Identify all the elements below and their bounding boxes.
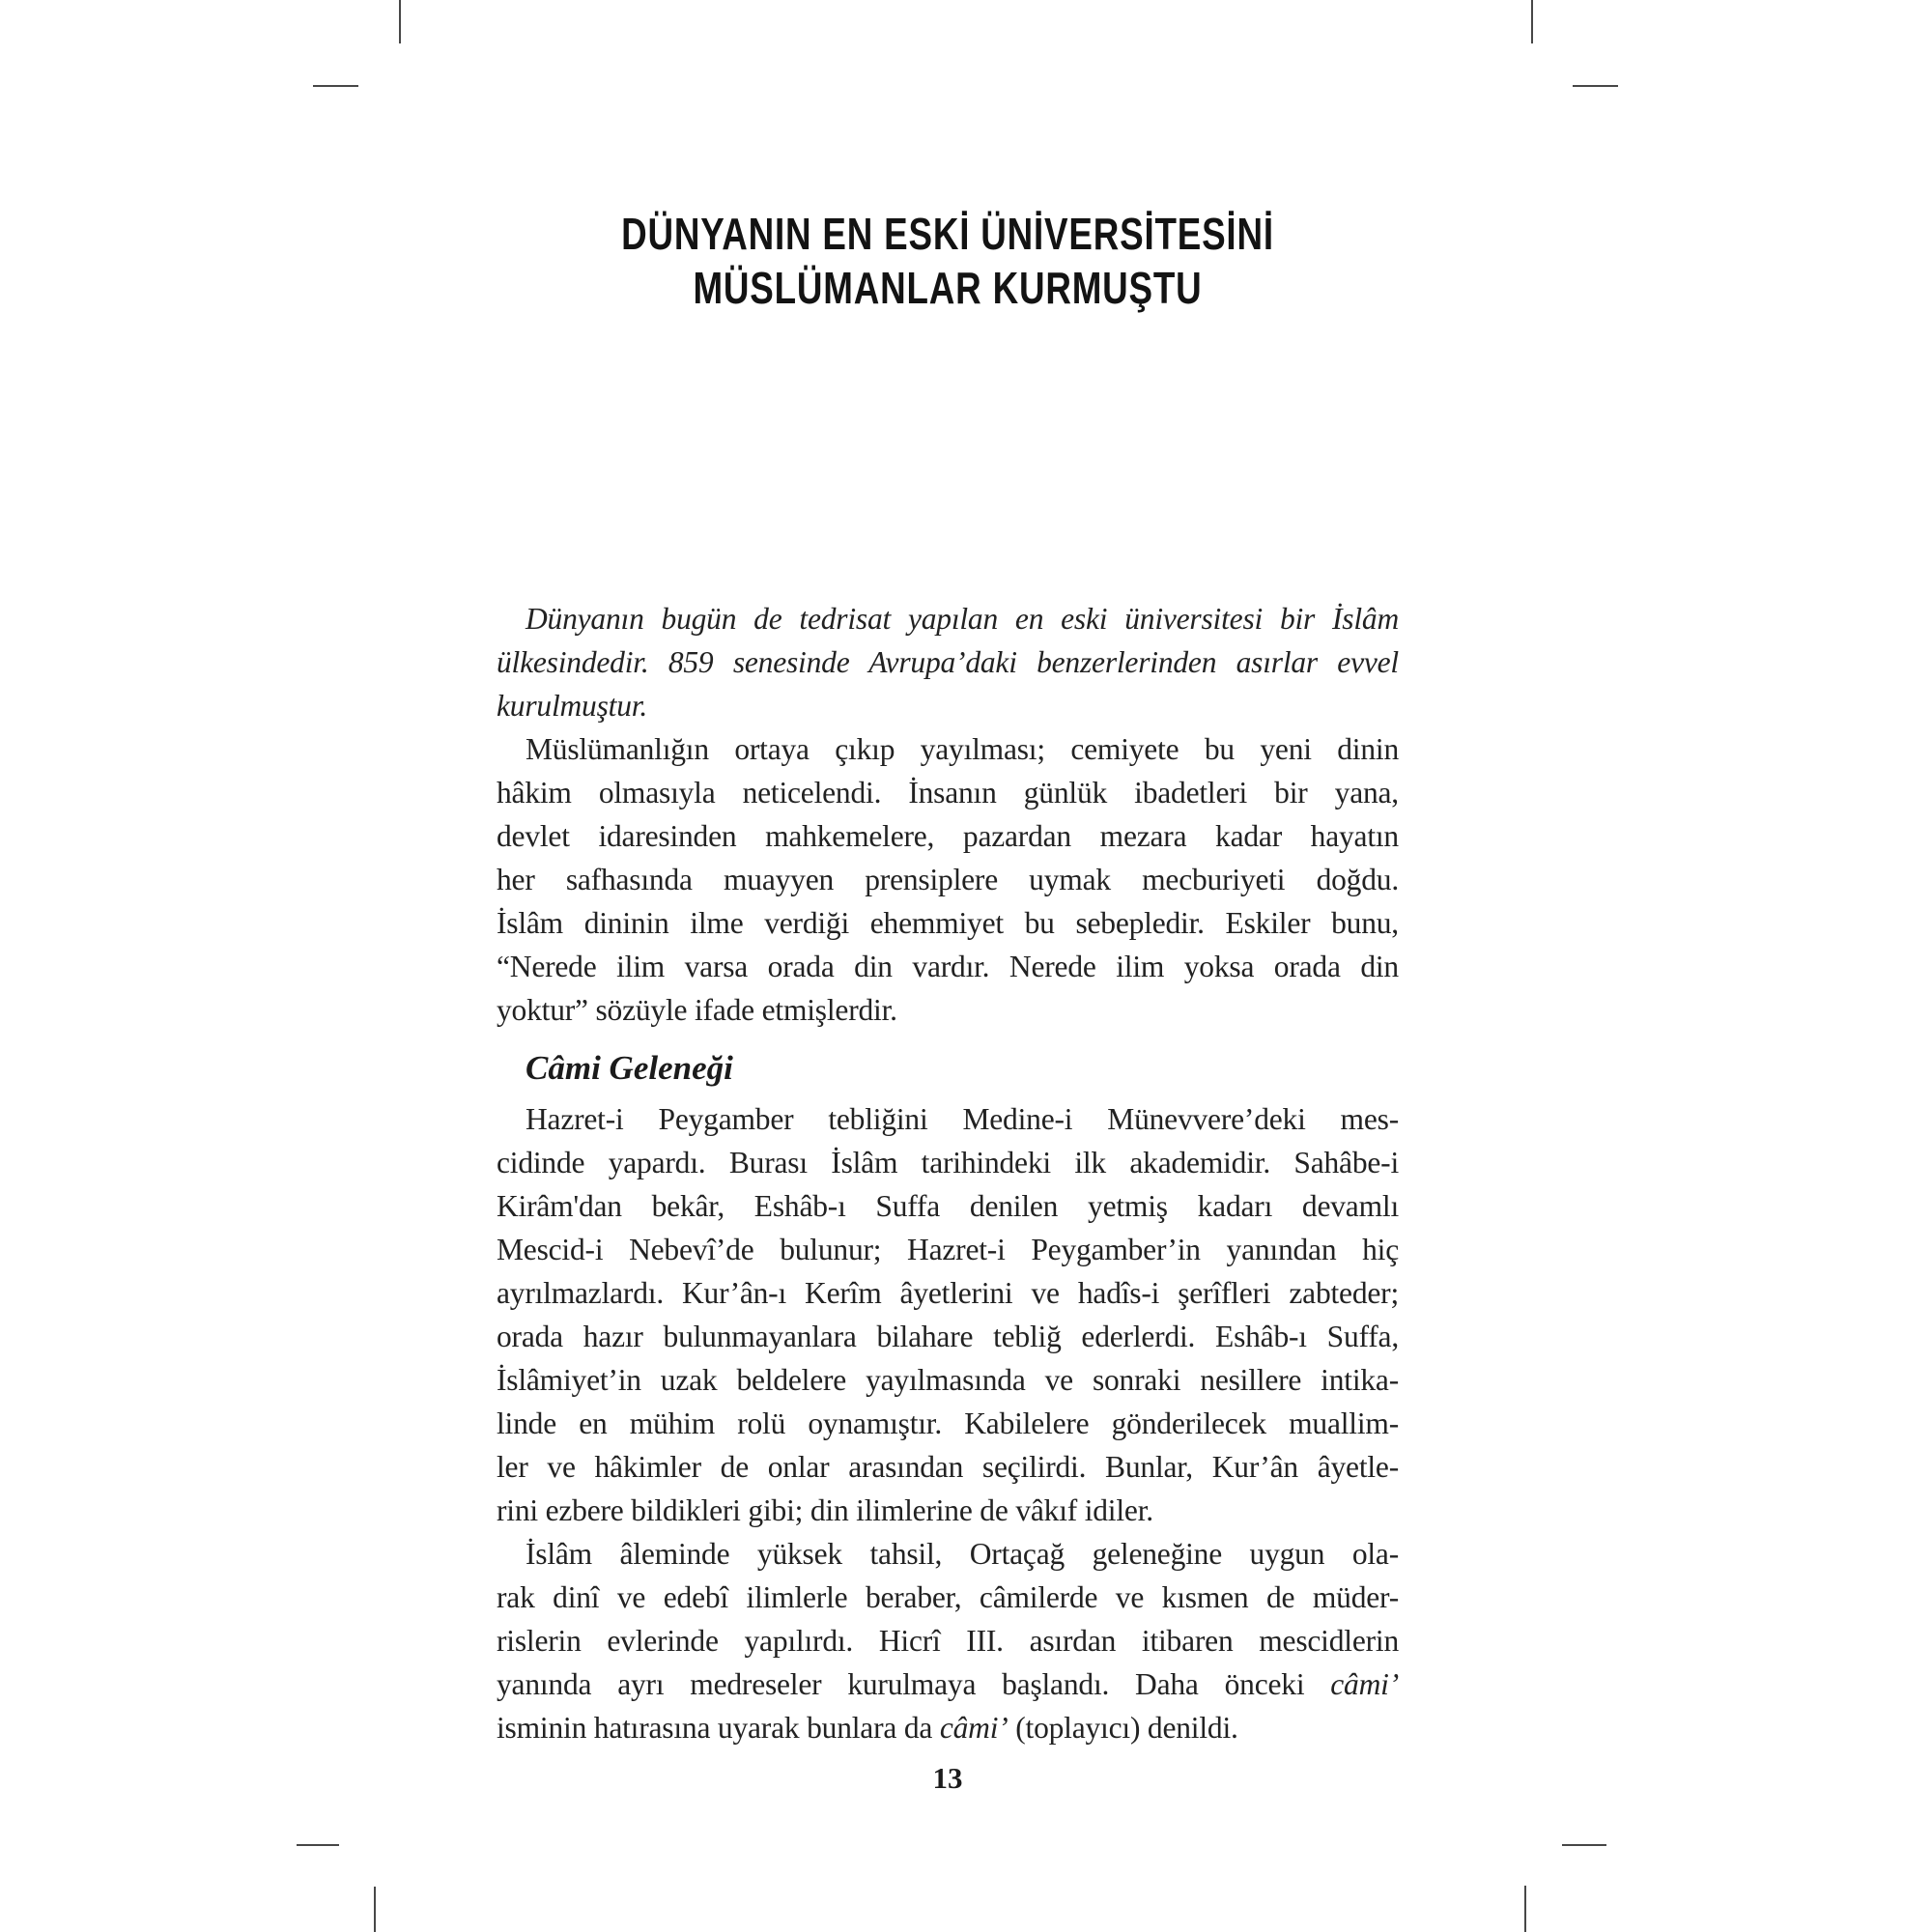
- paragraph-line: rak dinî ve edebî ilimlerle beraber, câmilerde ve kısmen de müder-: [497, 1580, 1399, 1614]
- paragraph-line: her safhasında muayyen prensiplere uymak mecburiyeti doğdu.: [497, 863, 1399, 896]
- paragraph-line: devlet idaresinden mahkemelere, pazardan mezara kadar hayatın: [497, 819, 1399, 853]
- paragraph: [497, 597, 1399, 727]
- crop-mark-top-right-horizontal: [1573, 85, 1618, 87]
- crop-mark-bottom-right-vertical: [1524, 1886, 1526, 1932]
- paragraph-line: Hazret-i Peygamber tebliğini Medine-i Münevvere’deki mes-: [526, 1102, 1399, 1136]
- paragraph-line: ler ve hâkimler de onlar arasından seçilirdi. Bunlar, Kur’ân âyetle-: [497, 1450, 1399, 1484]
- crop-mark-bottom-left-horizontal: [297, 1844, 339, 1846]
- paragraph-line: ülkesindedir. 859 senesinde Avrupa’daki benzerlerinden asırlar evvel: [497, 645, 1399, 679]
- paragraph-line: İslâmiyet’in uzak beldelere yayılmasında ve sonraki nesillere intika-: [497, 1363, 1399, 1397]
- page-number: 13: [932, 1761, 963, 1795]
- section-heading: Câmi Geleneği: [526, 1049, 733, 1087]
- paragraph: [497, 1532, 1399, 1749]
- title-line-2: MÜSLÜMANLAR KURMUŞTU: [693, 263, 1203, 313]
- paragraph: [497, 727, 1399, 1032]
- paragraph-line: isminin hatırasına uyarak bunlara da câmi’ (toplayıcı) denildi.: [497, 1711, 1238, 1745]
- paragraph-line: yanında ayrı medreseler kurulmaya başlandı. Daha önceki câmi’: [497, 1667, 1399, 1701]
- page-title: [497, 207, 1399, 315]
- crop-mark-top-right-vertical: [1531, 0, 1533, 43]
- paragraph-line: yoktur” sözüyle ifade etmişlerdir.: [497, 993, 897, 1027]
- paragraph: [497, 1097, 1399, 1532]
- paragraph-line: ayrılmazlardı. Kur’ân-ı Kerîm âyetlerini ve hadîs-i şerîfleri zabteder;: [497, 1276, 1399, 1310]
- paragraph-line: kurulmuştur.: [497, 689, 647, 723]
- title-line-1: DÜNYANIN EN ESKİ ÜNİVERSİTESİNİ: [621, 209, 1274, 259]
- paragraph-line: Müslümanlığın ortaya çıkıp yayılması; cemiyete bu yeni dinin: [526, 732, 1399, 766]
- text-column: [497, 0, 1399, 1798]
- paragraph-line: rislerin evlerinde yapılırdı. Hicrî III. asırdan itibaren mescidlerin: [497, 1624, 1399, 1658]
- paragraph-line: hâkim olmasıyla neticelendi. İnsanın günlük ibadetleri bir yana,: [497, 776, 1399, 810]
- paragraph-line: Mescid-i Nebevî’de bulunur; Hazret-i Peygamber’in yanından hiç: [497, 1233, 1399, 1266]
- crop-mark-bottom-right-horizontal: [1562, 1844, 1606, 1846]
- crop-mark-bottom-left-vertical: [374, 1887, 376, 1932]
- crop-mark-top-left-vertical: [399, 0, 401, 43]
- text-column-blocks: [497, 597, 1399, 1749]
- paragraph-line: İslâm âleminde yüksek tahsil, Ortaçağ geleneğine uygun ola-: [526, 1537, 1399, 1571]
- paragraph-line: İslâm dininin ilme verdiği ehemmiyet bu sebepledir. Eskiler bunu,: [497, 906, 1399, 940]
- crop-mark-top-left-horizontal: [313, 85, 358, 87]
- paragraph-line: Dünyanın bugün de tedrisat yapılan en eski üniversitesi bir İslâm: [526, 602, 1399, 636]
- paragraph-line: orada hazır bulunmayanlara bilahare tebliğ ederlerdi. Eshâb-ı Suffa,: [497, 1320, 1399, 1353]
- paragraph-line: Kirâm'dan bekâr, Eshâb-ı Suffa denilen yetmiş kadarı devamlı: [497, 1189, 1399, 1223]
- paragraph-line: cidinde yapardı. Burası İslâm tarihindeki ilk akademidir. Sahâbe-i: [497, 1146, 1399, 1179]
- paragraph-line: rini ezbere bildikleri gibi; din ilimlerine de vâkıf idiler.: [497, 1493, 1153, 1527]
- paragraph-line: “Nerede ilim varsa orada din vardır. Nerede ilim yoksa orada din: [497, 950, 1399, 983]
- paragraph-line: linde en mühim rolü oynamıştır. Kabilelere gönderilecek muallim-: [497, 1406, 1399, 1440]
